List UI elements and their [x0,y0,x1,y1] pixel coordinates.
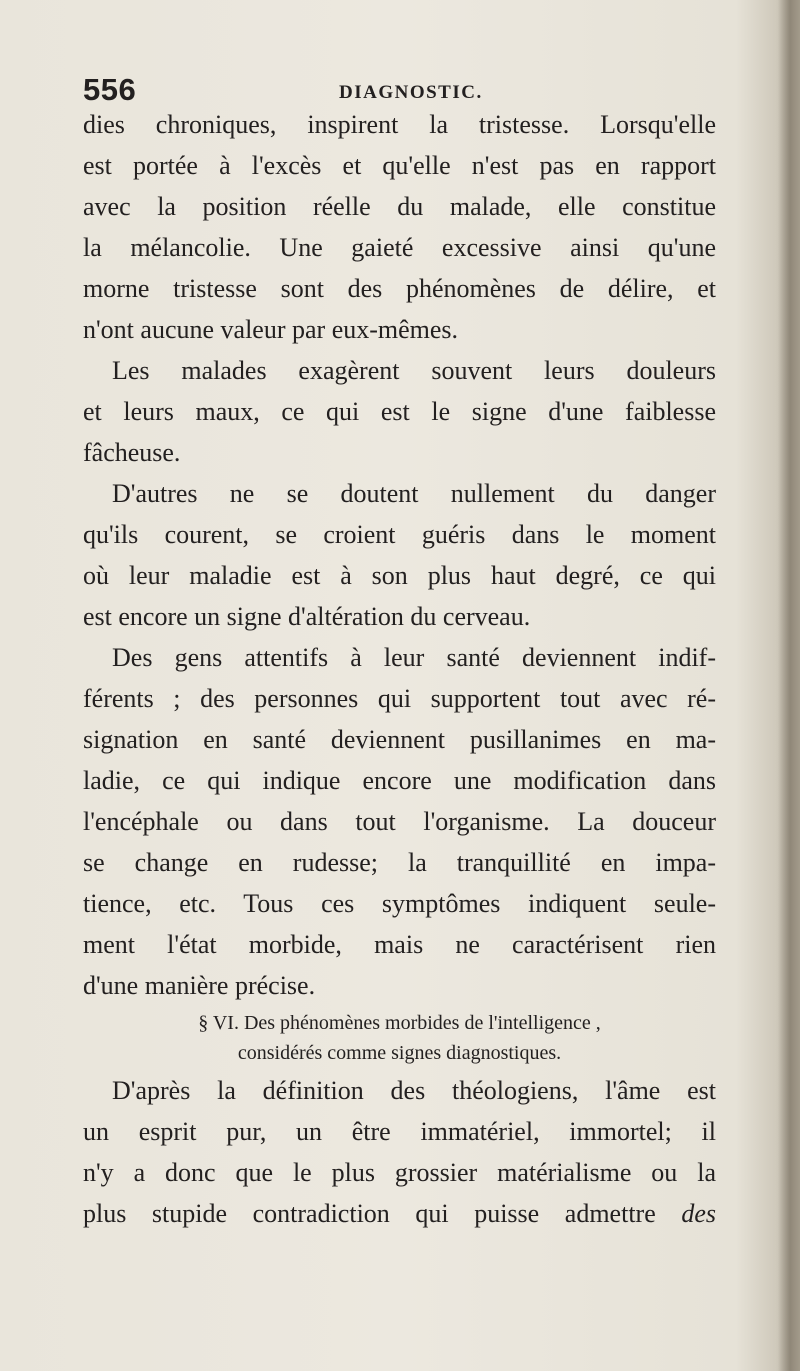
text-line: Des gens attentifs à leur santé deviennent indif- [112,643,716,672]
section-heading-line-2: considérés comme signes diagnostiques. [237,1042,562,1064]
text-line: un esprit pur, un être immatériel, immortel; il [83,1117,716,1146]
section-heading-line-1: § VI. Des phénomènes morbides de l'intelligence , [198,1012,601,1034]
text-line: et leurs maux, ce qui est le signe d'une faiblesse [83,397,716,426]
text-line: n'y a donc que le plus grossier matérialisme ou la [83,1158,716,1187]
text-line: où leur maladie est à son plus haut degré, ce qui [83,561,716,590]
text-line: avec la position réelle du malade, elle constitue [83,192,716,221]
text-line: se change en rudesse; la tranquillité en impa- [83,848,716,877]
text-line: tience, etc. Tous ces symptômes indiquent seule- [83,889,716,918]
text-line: l'encéphale ou dans tout l'organisme. La douceur [83,807,716,836]
text-line: signation en santé deviennent pusillanimes en ma- [83,725,716,754]
text-line: D'après la définition des théologiens, l'âme est [112,1076,716,1105]
text-line: D'autres ne se doutent nullement du danger [112,479,716,508]
text-line [83,1193,716,1234]
text-line: Les malades exagèrent souvent leurs douleurs [112,356,716,385]
page-number: 556 [83,72,137,107]
text-line-main: plus stupide contradiction qui puisse admettre [83,1199,656,1228]
body-text-top [83,104,716,1006]
text-line: n'ont aucune valeur par eux-mêmes. [83,315,459,344]
running-head: DIAGNOSTIC. [339,82,483,103]
text-line: ment l'état morbide, mais ne caractérisent rien [83,930,716,959]
text-line-italic-tail: des [681,1199,717,1228]
text-line: dies chroniques, inspirent la tristesse. Lorsqu'elle [83,110,716,139]
text-line: la mélancolie. Une gaieté excessive ainsi qu'une [83,233,716,262]
page-edge-shadow [778,0,800,1371]
text-line: morne tristesse sont des phénomènes de délire, et [83,274,716,303]
text-line: d'une manière précise. [83,971,316,1000]
body-text-bottom [83,1070,716,1234]
text-line: férents ; des personnes qui supportent tout avec ré- [83,684,716,713]
text-line: fâcheuse. [83,438,181,467]
text-line: qu'ils courent, se croient guéris dans le moment [83,520,716,549]
text-line: ladie, ce qui indique encore une modification dans [83,766,716,795]
text-line: est encore un signe d'altération du cerveau. [83,602,531,631]
section-heading [83,1008,716,1068]
text-line: est portée à l'excès et qu'elle n'est pas en rapport [83,151,716,180]
